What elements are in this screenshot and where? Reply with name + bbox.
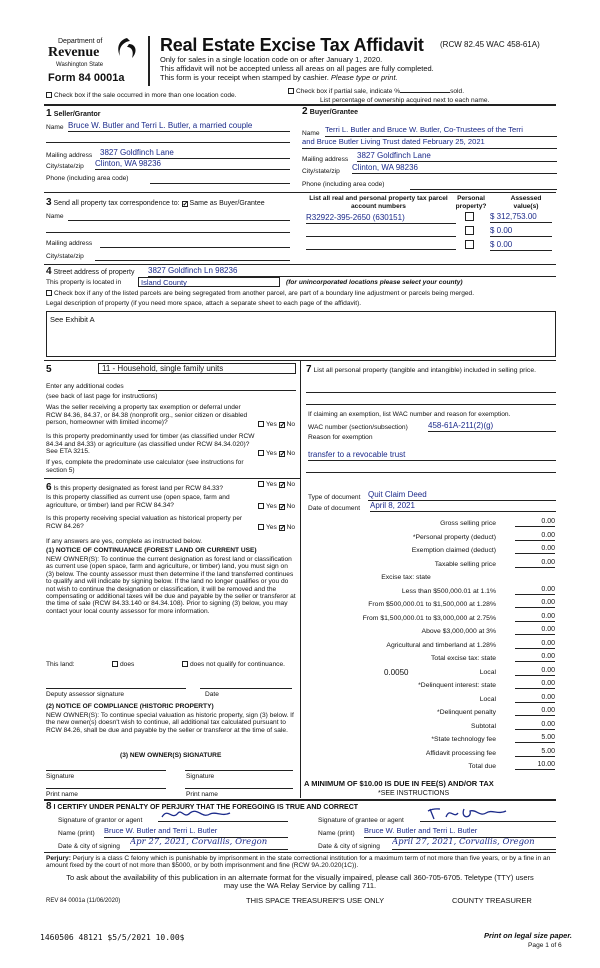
section1-number: 1 [46, 108, 52, 119]
header-line2: This affidavit will not be accepted unless all areas on all pages are fully completed. [160, 64, 434, 73]
tax-row-value[interactable]: 0.00 [515, 545, 555, 554]
tax-row-value[interactable]: 0.00 [515, 653, 555, 662]
notice1-title: (1) NOTICE OF CONTINUANCE (FOREST LAND OR CURRENT USE) [46, 547, 257, 554]
tax-row-label: Gross selling price [440, 520, 496, 527]
checkbox[interactable] [258, 421, 264, 427]
partial-sale-label: Check box if partial sale, indicate % [296, 88, 401, 95]
grantee-sig-label: Signature of grantee or agent [318, 817, 404, 824]
checkbox[interactable] [288, 88, 294, 94]
segregated-label: Check box if any of the listed parcels are being segregated from another parcel, are part of a boundary line adjustment or parcels being merged. [54, 290, 475, 297]
legal-desc-label: Legal description of property (if you need more space, attach a separate sheet to each page of the affidavit). [46, 300, 362, 307]
treasurer-note: THIS SPACE TREASURER'S USE ONLY [246, 896, 385, 905]
legal-desc-box[interactable] [46, 311, 556, 357]
tax-row-label: *Personal property (deduct) [412, 533, 496, 541]
grantor-name-field[interactable]: Bruce W. Butler and Terri L. Butler [104, 827, 288, 838]
s5-q1: Was the seller receiving a property tax exemption or deferral under RCW 84.36, 84.37, or 84.38 (nonprofit org., senior citizen or disabled person, homeowner with limited income)? [46, 404, 248, 427]
grantor-name-label: Name (print) [58, 830, 95, 837]
buyer-name-field-2[interactable]: and Bruce Butler Living Trust dated February 25, 2021 [302, 138, 557, 149]
section5-number: 5 [46, 364, 52, 375]
perjury-label: Perjury: [46, 855, 71, 862]
s6-if-yes: If any answers are yes, complete as instructed below. [46, 538, 203, 545]
this-land-label: This land: [46, 661, 75, 668]
checkbox[interactable] [279, 504, 285, 510]
exemption-label: If claiming an exemption, list WAC number and reason for exemption. [308, 411, 511, 418]
notice1-text: NEW OWNER(S): To continue the current designation as forest land or classification as current use (open space, farm and agriculture, or timber) land, you must sign on (3) below. The county assessor must then determine if the land transferred continues to qualify and will indicate by signing below. If the land no longer qualifies or you do not wish to continue the designation or classification, it will be removed and the compensating or additional taxes will be due and payable by the seller or transferor at the time of sale (RCW 84.33.140 or 84.34.108). Prior to signing (3) below, you may contact your local county assessor for more information. [46, 556, 296, 615]
see-instructions: *SEE INSTRUCTIONS [378, 790, 450, 797]
seller-name-label: Name [46, 124, 64, 131]
checkbox[interactable] [46, 92, 52, 98]
s5-q2-answer[interactable] [258, 450, 295, 458]
parcel-value-1[interactable]: $ 312,753.00 [490, 212, 552, 223]
parcel-value-3[interactable]: $ 0.00 [490, 240, 552, 251]
parcel-value-2[interactable]: $ 0.00 [490, 226, 552, 237]
dept-line2: Revenue [48, 45, 100, 60]
reason-label: Reason for exemption [308, 434, 373, 441]
grantee-name-field[interactable]: Bruce W. Butler and Terri L. Butler [364, 827, 556, 838]
header-line1: Only for sales in a single location code on or after January 1, 2020. [160, 55, 383, 64]
owner-sig-label-1: Signature [46, 773, 75, 780]
seller-city-field[interactable]: Clinton, WA 98236 [95, 159, 290, 170]
seller-phone-label: Phone (including area code) [46, 175, 129, 182]
local-rate: 0.0050 [384, 667, 409, 677]
section6-number: 6 [46, 482, 52, 493]
parcel-col1-header: List all real and personal property tax parcel account numbers [309, 195, 448, 210]
land-use-code-select[interactable]: 11 - Household, single family units [98, 363, 296, 374]
parcel-col3-header: Assessed value(s) [510, 195, 542, 210]
buyer-city-field[interactable]: Clinton, WA 98236 [352, 163, 557, 174]
checkbox[interactable] [279, 482, 285, 488]
checkbox[interactable] [465, 226, 474, 235]
tax-row-value[interactable]: 0.00 [515, 626, 555, 635]
county-select[interactable]: Island County [138, 277, 280, 287]
same-as-buyer-label: Same as Buyer/Grantee [189, 200, 265, 207]
dept-line3: Washington State [56, 62, 104, 68]
wa-swoosh-icon [114, 36, 140, 62]
header-line3-text: This form is your receipt when stamped by cashier. [160, 73, 329, 82]
tax-row-value[interactable]: 0.00 [515, 680, 555, 689]
grantor-signature-icon [158, 807, 258, 821]
section3-text: Send all property tax correspondence to: [53, 200, 180, 207]
tax-row-label: Excise tax: state [381, 574, 431, 581]
section2-label: Buyer/Grantee [309, 109, 359, 116]
section3-number: 3 [46, 197, 52, 208]
s5-q2b: If yes, complete the predominate use calculator (see instructions for section 5) [46, 459, 244, 474]
header-line3-italic: Please type or print. [330, 73, 398, 82]
doctype-field[interactable]: Quit Claim Deed [368, 490, 556, 501]
alt-format-note: To ask about the availability of this publication in an alternate format for the visually impaired, please call 360-705-6705. Teletype (TTY) users may use the WA Relay Service by calling 711. [66, 873, 534, 891]
yes-label: Yes [266, 503, 277, 510]
partial-sold-label: sold. [450, 88, 465, 95]
grantor-signature[interactable] [158, 807, 288, 822]
rev-number: REV 84 0001a (11/06/2020) [46, 898, 121, 904]
s3-city-label: City/state/zip [46, 253, 84, 260]
tax-row-value[interactable]: 0.00 [515, 532, 555, 541]
tax-row-label: Total due [468, 763, 496, 770]
checkbox[interactable] [279, 451, 285, 457]
s6-q3-answer[interactable] [258, 524, 295, 532]
tax-row-value[interactable]: 0.00 [515, 559, 555, 568]
does-check[interactable] [112, 661, 134, 669]
tax-row-label: From $500,000.01 to $1,500,000 at 1.28% [368, 601, 496, 608]
owner-print-label-1: Print name [46, 791, 78, 798]
parcel-personal-1[interactable] [465, 212, 476, 223]
grantor-date-label: Date & city of signing [58, 843, 120, 850]
section1-label: Seller/Grantor [53, 111, 101, 118]
tax-row-label: Agricultural and timberland at 1.28% [386, 641, 496, 649]
s6-q2: Is this property classified as current use (open space, farm and agriculture, or timber) land per RCW 84.34? [46, 494, 230, 509]
legal-desc-text: See Exhibit A [50, 315, 95, 324]
section3-heading [46, 197, 265, 209]
yes-label: Yes [266, 524, 277, 531]
doctype-label: Type of document [308, 494, 361, 501]
tax-row-label: From $1,500,000.01 to $3,000,000 at 2.75% [362, 614, 496, 622]
checkbox[interactable] [258, 450, 264, 456]
tax-row-value[interactable]: 10.00 [515, 761, 555, 770]
tax-row-value[interactable]: 0.00 [515, 613, 555, 622]
tax-row-value[interactable]: 0.00 [515, 721, 555, 730]
notice2-text: NEW OWNER(S): To continue special valuation as historic property, sign (3) below. If the new owner(s) doesn't wish to continue, all additional tax calculated pursuant to RCW 84.26, shall be due and payable by the seller or transferor at the time of sale. [46, 712, 294, 734]
same-as-buyer-checkbox[interactable] [182, 201, 188, 207]
section4-number: 4 [46, 266, 52, 277]
county-treasurer-note: COUNTY TREASURER [452, 896, 532, 905]
seller-city-label: City/state/zip [46, 163, 84, 170]
tax-row-label: Above $3,000,000 at 3% [421, 628, 496, 635]
parcel-personal-2[interactable] [465, 226, 476, 237]
s6-q3: Is this property receiving special valuation as historical property per RCW 84.26? [46, 515, 243, 530]
checkbox[interactable] [258, 503, 264, 509]
reason-field[interactable]: transfer to a revocable trust [308, 450, 556, 461]
grantee-signature[interactable] [420, 805, 556, 822]
checkbox[interactable] [279, 525, 285, 531]
add-codes-label: Enter any additional codes [46, 383, 124, 390]
unincorp-note: (for unincorporated locations please select your county) [286, 279, 463, 286]
form-rcw: (RCW 82.45 WAC 458-61A) [440, 40, 540, 49]
no-label: No [286, 524, 296, 531]
partial-sale-check[interactable] [288, 88, 464, 96]
tax-row-value[interactable]: 0.00 [515, 667, 555, 676]
notice2-title: (2) NOTICE OF COMPLIANCE (HISTORIC PROPERTY) [46, 703, 214, 710]
buyer-phone-label: Phone (including area code) [302, 181, 385, 188]
tax-row-value[interactable]: 0.00 [515, 599, 555, 608]
buyer-mailing-field[interactable]: 3827 Goldfinch Lane [357, 151, 557, 162]
parcel-num-1[interactable]: R32922-395-2650 (630151) [306, 213, 456, 224]
perjury-note [46, 855, 556, 870]
no-label: No [286, 421, 296, 428]
buyer-name-label: Name [302, 130, 320, 137]
tax-row-label: Total excise tax: state [431, 655, 496, 662]
perjury-text: Perjury is a class C felony which is punishable by imprisonment in the state correctional institution for a maximum term of not more than five years, or by a fine in an amount fixed by the court of not more than $5000, or by both imprisonment and fine (RCW 9A.20.020(1C)). [46, 855, 551, 870]
does-label: does [120, 661, 135, 668]
notice3-title: (3) NEW OWNER(S) SIGNATURE [120, 752, 222, 759]
owner-print-label-2: Print name [186, 791, 218, 798]
no-label: No [286, 450, 296, 457]
tax-row-value[interactable]: 0.00 [515, 518, 555, 527]
tax-row-label: Local [479, 668, 496, 676]
checkbox[interactable] [279, 422, 285, 428]
grantor-sig-label: Signature of grantor or agent [58, 817, 143, 824]
seller-mailing-field[interactable]: 3827 Goldfinch Lane [100, 148, 290, 159]
grantee-date-label: Date & city of signing [318, 843, 380, 850]
header-line3 [160, 74, 398, 83]
recording-stamp: 1460506 48121 $5/5/2021 10.00$ [40, 933, 185, 942]
yes-label: Yes [266, 481, 277, 488]
checkbox[interactable] [258, 524, 264, 530]
form-title: Real Estate Excise Tax Affidavit [160, 35, 424, 55]
checkbox[interactable] [258, 481, 264, 487]
s3-name-label: Name [46, 213, 64, 220]
docdate-field[interactable]: April 8, 2021 [370, 501, 556, 512]
s6-q1-answer[interactable] [258, 481, 295, 489]
section8-number: 8 [46, 801, 52, 812]
segregated-check[interactable] [46, 290, 474, 298]
seller-name-field[interactable]: Bruce W. Butler and Terri L. Butler, a married couple [68, 121, 290, 132]
located-label: This property is located in [46, 279, 122, 286]
tax-row-value[interactable]: 0.00 [515, 640, 555, 649]
street-label: Street address of property [53, 269, 135, 276]
tax-row-label: Less than $500,000.01 at 1.1% [401, 587, 496, 595]
tax-row-value[interactable]: 5.00 [515, 734, 555, 743]
buyer-mailing-label: Mailing address [302, 156, 349, 163]
docdate-label: Date of document [308, 505, 361, 512]
no-label: No [286, 503, 296, 510]
minimum-note: A MINIMUM OF $10.00 IS DUE IN FEE(S) AND/OR TAX [304, 779, 494, 788]
checkbox[interactable] [182, 661, 188, 667]
does-not-check[interactable] [182, 661, 292, 669]
see-back-label: (see back of last page for instructions) [46, 393, 158, 400]
parcel-personal-3[interactable] [465, 240, 476, 251]
section7-text: List all personal property (tangible and intangible) included in selling price. [313, 367, 536, 374]
no-label: No [286, 481, 296, 488]
s6-q2-answer[interactable] [258, 503, 295, 511]
buyer-name-field-1[interactable]: Terri L. Butler and Bruce W. Butler, Co-Trustees of the Terri [325, 126, 557, 137]
deputy-sig-label: Deputy assessor signature [46, 691, 125, 698]
partial-list-note: List percentage of ownership acquired next to each name. [320, 97, 490, 104]
s6-q1-row [46, 482, 223, 494]
tax-row-label: Subtotal [471, 722, 496, 730]
grantee-signature-icon [420, 805, 530, 821]
buyer-city-label: City/state/zip [302, 168, 340, 175]
checkbox[interactable] [46, 290, 52, 296]
parcel-col2-header: Personal property? [455, 195, 487, 210]
dept-line1: Department of [58, 38, 103, 45]
deputy-date-label: Date [205, 691, 219, 698]
section2-number: 2 [302, 106, 308, 117]
s5-q1-answer[interactable] [258, 421, 295, 429]
legal-paper-note: Print on legal size paper. [484, 931, 572, 940]
s6-q1: Is this property designated as forest land per RCW 84.33? [53, 485, 224, 492]
tax-row-label: Taxable selling price [434, 560, 496, 568]
seller-mailing-label: Mailing address [46, 152, 93, 159]
tax-row-value[interactable]: 0.00 [515, 694, 555, 703]
section7-number: 7 [306, 364, 312, 375]
s5-q2: Is this property predominantly used for timber (as classified under RCW 84.34 and 84.33) or agriculture (as classified under RCW 84.34.020)? See ETA 3215. [46, 433, 255, 456]
section7-row [306, 364, 556, 376]
certify-text: I CERTIFY UNDER PENALTY OF PERJURY THAT THE FOREGOING IS TRUE AND CORRECT [53, 804, 359, 811]
multi-location-check[interactable] [46, 92, 237, 100]
tax-row-value[interactable]: 0.00 [515, 586, 555, 595]
wac-label: WAC number (section/subsection) [308, 424, 408, 431]
section2-heading [302, 106, 358, 118]
grantee-date-field[interactable]: April 27, 2021, Corvallis, Oregon [392, 838, 556, 850]
tax-row-label: Local [479, 695, 496, 703]
wac-field[interactable]: 458-61A-211(2)(g) [428, 421, 556, 432]
tax-row-label: *Delinquent interest: state [418, 682, 496, 689]
section4-street [46, 266, 134, 278]
tax-row-label: *State technology fee [431, 736, 496, 743]
multi-location-label: Check box if the sale occurred in more than one location code. [54, 92, 237, 99]
yes-label: Yes [266, 450, 277, 457]
owner-sig-label-2: Signature [186, 773, 215, 780]
s3-mailing-label: Mailing address [46, 240, 93, 247]
tax-row-label: *Delinquent penalty [437, 709, 496, 716]
tax-row-label: Exemption claimed (deduct) [411, 547, 496, 554]
form-number: Form 84 0001a [48, 72, 125, 84]
tax-row-value[interactable]: 0.00 [515, 707, 555, 716]
yes-label: Yes [266, 421, 277, 428]
checkbox[interactable] [112, 661, 118, 667]
checkbox[interactable] [465, 240, 474, 249]
grantor-date-field[interactable]: Apr 27, 2021, Corvallis, Oregon [130, 838, 288, 850]
checkbox[interactable] [465, 212, 474, 221]
section1-heading [46, 108, 100, 120]
page-number: Page 1 of 6 [528, 942, 562, 949]
street-field[interactable]: 3827 Goldfinch Ln 98236 [148, 266, 556, 277]
grantee-name-label: Name (print) [318, 830, 355, 837]
tax-row-label: Affidavit processing fee [425, 749, 496, 757]
does-not-label: does not qualify for continuance. [190, 661, 285, 668]
tax-row-value[interactable]: 5.00 [515, 748, 555, 757]
